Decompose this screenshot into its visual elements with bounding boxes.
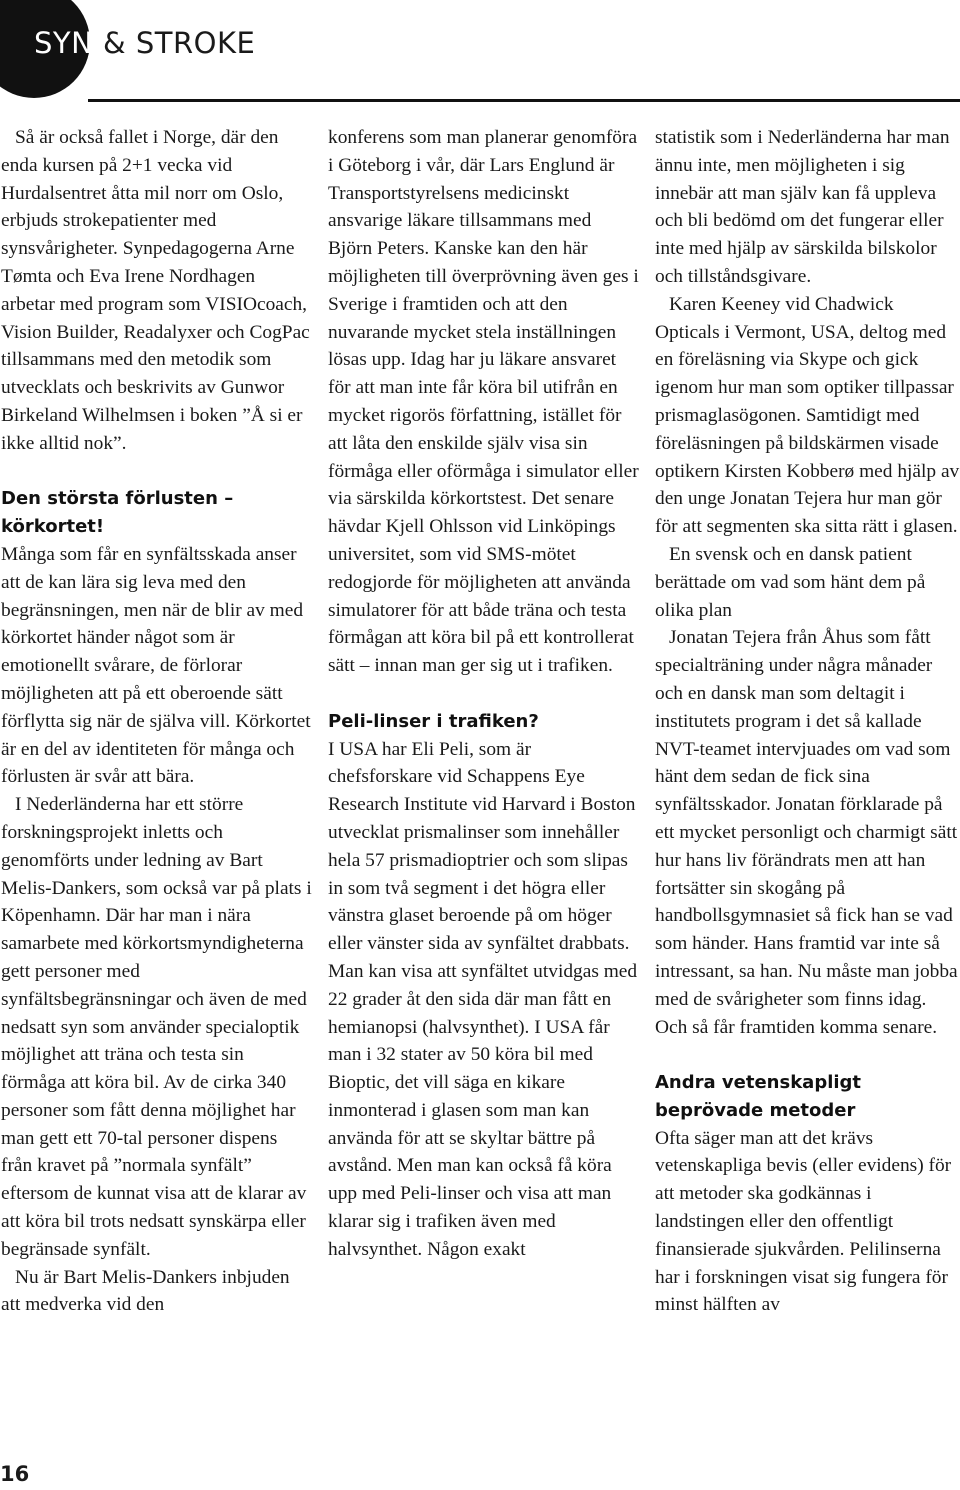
paragraph: I Nederländerna har ett större forskningsprojekt inletts och genomförts under ledning av Bart Melis-Dankers, som också var på plats i Köpenhamn. Där har man i nära samarbete med körkortsmyndigheterna gett personer med synfältsbegränsningar och även de med nedsatt syn som använder specialoptik möjlighet att träna och testa sin förmåga att köra bil. Av de cirka 340 personer som fått denna möjlighet har man gett ett 70-tal personer dispens från kravet på ”normala synfält” eftersom de kunnat visa att de klarar av att köra bil trots nedsatt synskärpa eller begränsade synfält. [1,794,312,1260]
subheading: Den största förlusten – körkortet! [1,488,234,538]
paragraph: Karen Keeney vid Chadwick Opticals i Vermont, USA, deltog med en föreläsning via Skype och gick igenom hur man som optiker tillpassar prismaglasögonen. Samtidigt med föreläsningen på bildskärmen visade optikern Kirsten Kobberø med hjälp av den unge Jonatan Tejera hur man gör för att segmenten ska sitta rätt i glasen. [655,293,960,538]
paragraph: Ofta säger man att det krävs vetenskapliga bevis (eller evidens) för att metoder ska godkännas i landstingen eller den offentligt finansierade sjukvården. Pelilinserna har i forskningen visat sig fungera för minst hälften av [655,1127,952,1316]
page-header [0,0,960,100]
column-1 [1,124,313,1319]
subheading: Andra vetenskapligt beprövade metoder [655,1072,862,1121]
section-title-part2: & STROKE [93,26,256,60]
section-title-part1: SYN [34,26,94,60]
paragraph: Nu är Bart Melis-Dankers inbjuden att medverka vid den [1,1266,290,1316]
paragraph: En svensk och en dansk patient berättade om vad som hänt dem på olika plan [655,543,926,621]
column-3 [655,124,960,1319]
paragraph: Många som får en synfältsskada anser att de kan lära sig leva med den begränsningen, men när de blir av med körkortet händer något som är emotionellt svårare, de förlorar möjligheten att på ett oberoende sätt förflytta sig när de själva vill. Körkortet är en del av identiteten för många och förlusten är svår att bära. [1,543,311,788]
paragraph: konferens som man planerar genomföra i Göteborg i vår, där Lars Englund är Transportstyrelsens medicinskt ansvarige läkare tillsammans med Björn Peters. Kanske kan den här möjligheten till överprövning även ges i Sverige i framtiden och att den nuvarande mycket stela inställningen lösas upp. Idag har ju läkare ansvaret för att man inte får köra bil utifrån en mycket rigorös författning, istället för att låta den enskilde själv visa sin förmåga eller oförmåga i simulator eller via särskilda körkortstest. Det senare hävdar Kjell Ohlsson vid Linköpings universitet, som vid SMS-mötet redogjorde för möjligheten att använda simulatorer för att både träna och testa förmågan att köra bil på ett kontrollerat sätt – innan man ger sig ut i trafiken. [328,127,639,677]
paragraph: statistik som i Nederländerna har man ännu inte, men möjligheten i sig innebär att man själv kan få uppleva och bli bedömd om det fungerar eller inte med hjälp av särskilda bilskolor och tillståndsgivare. [655,127,950,287]
column-2 [328,124,640,1264]
page-number: 16 [0,1462,30,1486]
paragraph: I USA har Eli Peli, som är chefsforskare vid Schappens Eye Research Institute vid Harvard i Boston utvecklat prismalinser som innehåller hela 57 prismadioptrier och som slipas in som två segment i det högra eller vänstra glaset beroende på om höger eller vänster sida av synfältet drabbats. Man kan visa att synfältet utvidgas med 22 grader åt den sida där man fått en hemianopsi (halvsynthet). I USA får man i 32 stater av 50 köra bil med Bioptic, det vill säga en kikare inmonterad i glasen som man kan använda för att se skyltar bättre på avstånd. Men man kan också få köra upp med Peli-linser och visa att man klarar sig i trafiken även med halvsynthet. Någon exakt [328,738,638,1260]
subheading: Peli-linser i trafiken? [328,710,539,732]
header-rule [88,99,960,102]
paragraph: Jonatan Tejera från Åhus som fått specialträning under några månader och en dansk man som deltagit i institutets program i det så kallade NVT-teamet intervjuades om vad som hänt dem sedan de fick sina synfältsskador. Jonatan förklarade på ett mycket personligt och charmigt sätt hur hans liv förändrats men att han fortsätter sin skogång på handbollsgymnasiet så fick han se vad som händer. Hans framtid var inte så intressant, sa han. Nu måste man jobba med de svårigheter som finns idag. Och så får framtiden komma senare. [655,627,958,1038]
section-title [34,26,255,60]
paragraph: Så är också fallet i Norge, där den enda kursen på 2+1 vecka vid Hurdalsentret åtta mil norr om Oslo, erbjuds strokepatienter med synsvårigheter. Synpedagogerna Arne Tømta och Eva Irene Nordhagen arbetar med program som VISIOcoach, Vision Builder, Readalyxer och CogPac tillsammans med den metodik som utvecklats och beskrivits av Gunwor Birkeland Wilhelmsen i boken ”Å si er ikke alltid nok”. [1,127,310,454]
